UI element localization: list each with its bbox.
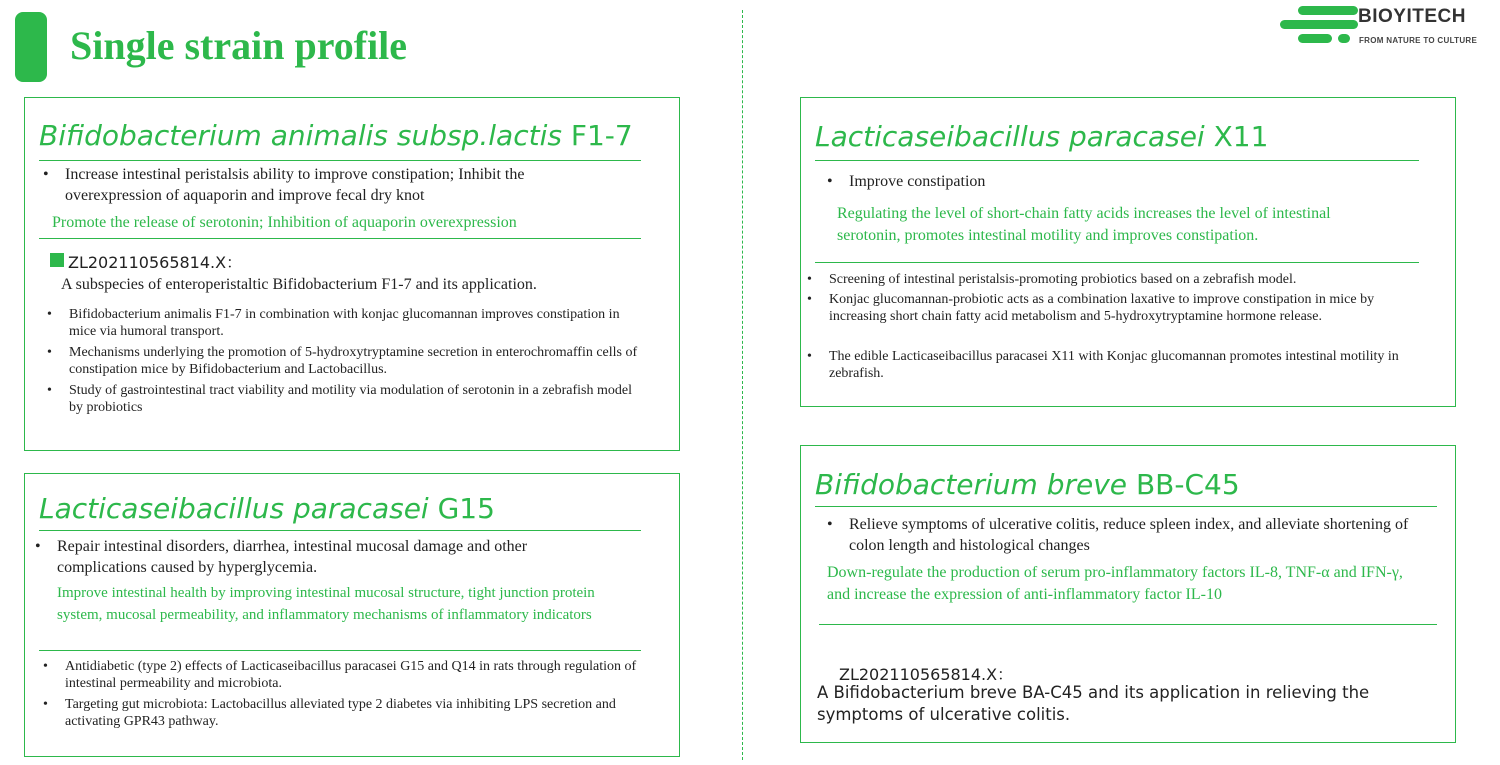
- mechanism-text: Promote the release of serotonin; Inhibition of aquaporin overexpression: [52, 214, 517, 231]
- logo-tagline: FROM NATURE TO CULTURE: [1359, 36, 1478, 45]
- effect-bullet: • Improve constipation: [849, 171, 1389, 192]
- strain-code: BB-C45: [1135, 468, 1240, 501]
- paper-item: • Study of gastrointestinal tract viability and motility via modulation of serotonin in a zebrafish model by probiotics: [69, 382, 649, 416]
- title-accent-bar: [15, 12, 47, 82]
- effect-bullet: • Increase intestinal peristalsis ability to improve constipation; Inhibit the overexpression of aquaporin and improve fecal dry knot: [65, 164, 605, 206]
- strain-species: Lacticaseibacillus paracasei: [39, 492, 429, 525]
- patent-marker-icon: [50, 253, 64, 267]
- patent-number: ZL202110565814.X：: [839, 665, 1014, 684]
- strain-code: G15: [437, 492, 495, 525]
- paper-item: • Antidiabetic (type 2) effects of Lacticaseibacillus paracasei G15 and Q14 in rats through regulation of intestinal permeability and microbiota.: [65, 658, 655, 692]
- strain-species: Bifidobacterium animalis subsp.lactis: [39, 119, 562, 152]
- title-rule: [39, 160, 641, 161]
- strain-title: [815, 467, 1240, 503]
- strain-species: Lacticaseibacillus paracasei: [815, 120, 1205, 153]
- strain-card-f1-7: [24, 97, 680, 451]
- paper-item: • Konjac glucomannan-probiotic acts as a combination laxative to improve constipation in mice by increasing short chain fatty acid metabolism and 5-hydroxytryptamine hormone release.: [829, 291, 1429, 325]
- patent-title: A subspecies of enteroperistaltic Bifidobacterium F1-7 and its application.: [61, 276, 537, 293]
- strain-title: [39, 491, 495, 527]
- logo-wordmark: BIOYITECH: [1358, 6, 1466, 27]
- section-rule: [39, 238, 641, 239]
- title-rule: [39, 530, 641, 531]
- strain-code: X11: [1213, 120, 1269, 153]
- mechanism-text: Regulating the level of short-chain fatty acids increases the level of intestinal serotonin, promotes intestinal motility and improves constipation.: [837, 205, 1331, 244]
- strain-species: Bifidobacterium breve: [815, 468, 1128, 501]
- paper-item: • Bifidobacterium animalis F1-7 in combination with konjac glucomannan improves constipation in mice via humoral transport.: [69, 306, 629, 340]
- title-rule: [815, 160, 1419, 161]
- title-rule: [815, 506, 1437, 507]
- mechanism-text: Down-regulate the production of serum pro-inflammatory factors IL-8, TNF-α and IFN-γ, and increase the expression of anti-inflammatory factor IL-10: [827, 564, 1403, 603]
- paper-item: • The edible Lacticaseibacillus paracasei X11 with Konjac glucomannan promotes intestinal motility in zebrafish.: [829, 348, 1429, 382]
- column-divider: [742, 10, 743, 760]
- strain-card-x11: [800, 97, 1456, 407]
- strain-title: [815, 119, 1268, 155]
- strain-card-bb-c45: [800, 445, 1456, 743]
- patent-number: ZL202110565814.X：: [68, 253, 243, 272]
- effect-bullet: • Relieve symptoms of ulcerative colitis, reduce spleen index, and alleviate shortening of colon length and histological changes: [849, 514, 1409, 556]
- strain-title: [39, 118, 633, 154]
- page-title: Single strain profile: [70, 23, 408, 68]
- strain-code: F1-7: [570, 119, 633, 152]
- section-rule: [39, 650, 641, 651]
- paper-item: • Targeting gut microbiota: Lactobacillus alleviated type 2 diabetes via inhibiting LPS secretion and activating GPR43 pathway.: [65, 696, 645, 730]
- paper-item: • Mechanisms underlying the promotion of 5-hydroxytryptamine secretion in enterochromaffin cells of constipation mice by Bifidobacterium and Lactobacillus.: [69, 344, 649, 378]
- patent-title: A Bifidobacterium breve BA-C45 and its application in relieving the symptoms of ulcerative colitis.: [817, 683, 1370, 724]
- strain-card-g15: [24, 473, 680, 757]
- effect-bullet: • Repair intestinal disorders, diarrhea, intestinal mucosal damage and other complications caused by hyperglycemia.: [57, 536, 597, 578]
- paper-item: • Screening of intestinal peristalsis-promoting probiotics based on a zebrafish model.: [829, 271, 1429, 288]
- section-rule: [819, 624, 1437, 625]
- section-rule: [815, 262, 1419, 263]
- mechanism-text: Improve intestinal health by improving intestinal mucosal structure, tight junction protein system, mucosal permeability, and inflammatory mechanisms of inflammatory indicators: [57, 585, 595, 623]
